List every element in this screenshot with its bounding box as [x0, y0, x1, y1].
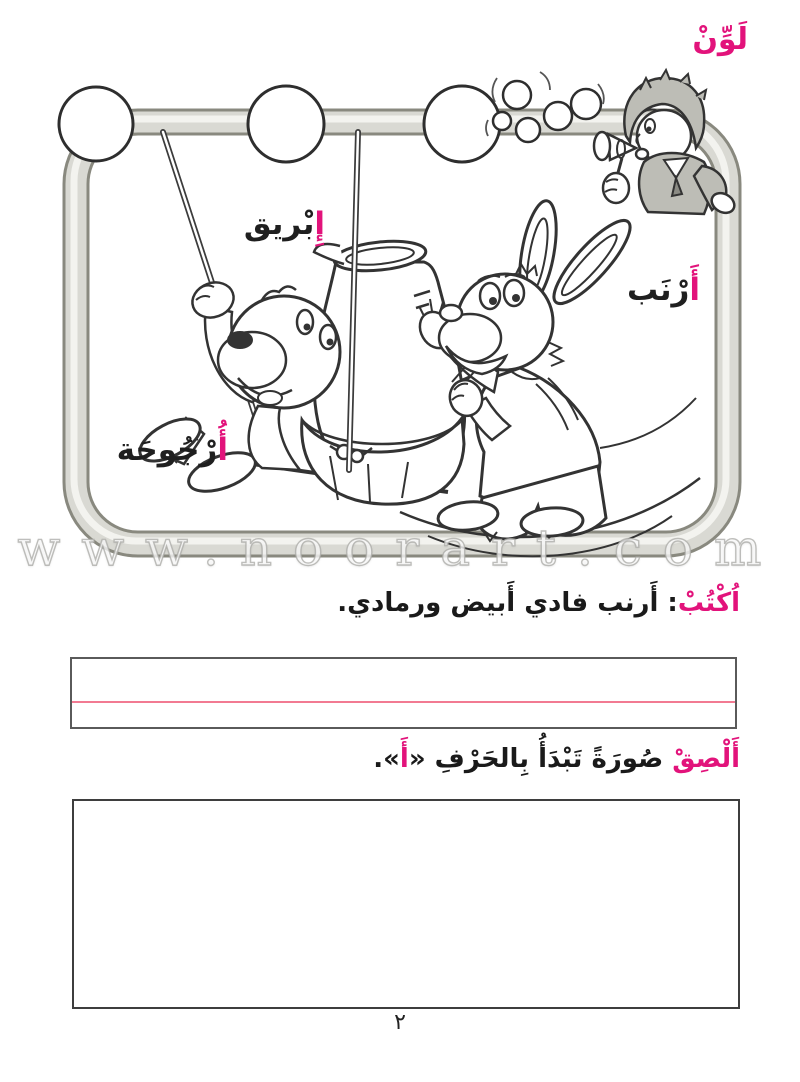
- write-sentence: : أَرنب فادي أَبيض ورمادي.: [337, 588, 678, 618]
- watermark: www.noorart.com: [17, 519, 783, 577]
- write-keyword: اُكْتُبْ: [677, 588, 740, 618]
- label-swing: [117, 432, 228, 468]
- label-rabbit-initial: أَ: [689, 272, 700, 308]
- paste-sentence-after: ».: [373, 744, 400, 774]
- coloring-circle-1: [59, 87, 133, 161]
- label-rabbit-rest: رْنَب: [627, 272, 690, 308]
- write-instruction: [337, 588, 740, 618]
- writing-area: [70, 657, 737, 729]
- label-pitcher-initial: إِ: [314, 206, 325, 242]
- paste-sentence-before: صُورَةً تَبْدَأُ بِالحَرْفِ «: [408, 744, 673, 774]
- paste-letter: أَ: [399, 744, 409, 774]
- label-swing-initial: أُ: [217, 432, 228, 468]
- paste-instruction: [373, 744, 740, 774]
- page-number: ٢: [394, 1010, 406, 1035]
- label-rabbit: [627, 272, 700, 308]
- writing-baseline: [72, 701, 735, 703]
- label-pitcher-rest: بْريق: [243, 206, 315, 242]
- label-swing-rest: رْجُوحَة: [116, 432, 218, 468]
- coloring-circle-2: [248, 86, 324, 162]
- paste-keyword: أَلْصِقْ: [672, 744, 740, 774]
- color-instruction-title: لَوِّنْ: [692, 22, 748, 57]
- paste-area: [72, 799, 740, 1009]
- coloring-circle-3: [424, 86, 500, 162]
- coloring-circles: [59, 86, 500, 162]
- label-pitcher: [244, 206, 325, 242]
